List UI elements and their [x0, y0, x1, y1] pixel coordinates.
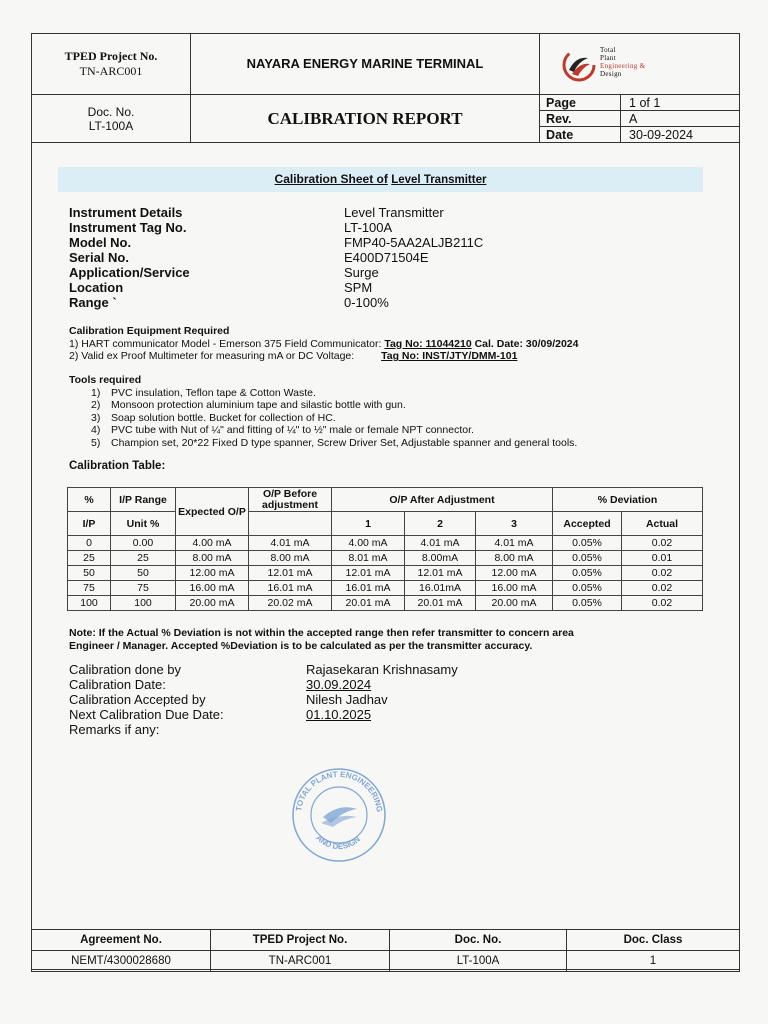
table-cell: 0.05%	[553, 596, 622, 611]
table-cell: 0.02	[622, 566, 703, 581]
signoff-row	[69, 722, 458, 737]
table-cell: 4.00 mA	[332, 536, 405, 551]
table-cell: 16.01 mA	[249, 581, 332, 596]
table-cell: 0.02	[622, 581, 703, 596]
agreement-label: Agreement No.	[32, 930, 211, 951]
rev-label: Rev.	[540, 111, 621, 127]
th-2: 2	[405, 512, 476, 536]
logo-line: Plant	[600, 54, 616, 62]
text: 5)	[91, 436, 101, 449]
signoff-label: Calibration Accepted by	[69, 692, 206, 707]
table-cell: 4.01 mA	[476, 536, 553, 551]
detail-row	[69, 235, 483, 250]
logo-line: Total	[600, 46, 616, 54]
equipment-tag: Tag No: 11044210	[384, 337, 472, 350]
footer-table	[31, 929, 740, 972]
table-row	[68, 566, 703, 581]
equipment-cal-date: Cal. Date: 30/09/2024	[471, 337, 579, 350]
detail-label: Instrument Tag No.	[69, 220, 187, 235]
calibration-table	[67, 487, 703, 611]
th-unit: Unit %	[111, 512, 176, 536]
table-cell: 75	[111, 581, 176, 596]
text: PVC insulation, Teflon tape & Cotton Waste.	[111, 386, 316, 399]
signoff-value: 30.09.2024	[306, 677, 372, 692]
table-cell: 0.05%	[553, 566, 622, 581]
table-cell: 0.00	[111, 536, 176, 551]
table-cell: 50	[111, 566, 176, 581]
note	[69, 627, 574, 652]
detail-row	[69, 265, 483, 280]
table-cell: 100	[111, 596, 176, 611]
table-cell: 16.00 mA	[476, 581, 553, 596]
rev-value: A	[621, 111, 740, 127]
equipment-text: 2) Valid ex Proof Multimeter for measuring mA or DC Voltage:	[69, 350, 355, 362]
equipment-heading: Calibration Equipment Required	[69, 325, 230, 337]
detail-value: FMP40-5AA2ALJB211C	[344, 235, 484, 250]
footer-tped-value: TN-ARC001	[211, 951, 390, 972]
table-cell: 8.00 mA	[476, 551, 553, 566]
tools-heading: Tools required	[69, 374, 142, 386]
tped-label: TPED Project No.	[64, 49, 158, 63]
date-label: Date	[540, 127, 621, 143]
sheet-banner	[58, 167, 703, 192]
detail-value: E400D71504E	[344, 250, 429, 265]
detail-row	[69, 205, 483, 220]
signoff-label: Calibration Date:	[69, 677, 166, 692]
page-value: 1 of 1	[621, 95, 740, 111]
th-deviation: % Deviation	[553, 488, 703, 512]
detail-value: SPM	[344, 280, 373, 295]
doc-class-label: Doc. Class	[567, 930, 740, 951]
table-cell: 100	[68, 596, 111, 611]
detail-label: Location	[69, 280, 124, 295]
instrument-details	[69, 205, 483, 310]
tools-list	[69, 387, 577, 450]
table-row	[68, 551, 703, 566]
signoff-value: Nilesh Jadhav	[306, 692, 388, 707]
detail-row	[69, 220, 483, 235]
th-3: 3	[476, 512, 553, 536]
detail-value: Level Transmitter	[344, 205, 444, 220]
banner-subject: Level Transmitter	[391, 174, 487, 186]
logo-line: Design	[600, 70, 622, 78]
logo-line: Engineering &	[600, 62, 646, 70]
table-cell: 75	[68, 581, 111, 596]
banner-title: Calibration Sheet of	[274, 172, 388, 186]
table-cell: 50	[68, 566, 111, 581]
table-cell: 8.00 mA	[249, 551, 332, 566]
table-cell: 12.01 mA	[332, 566, 405, 581]
signoff-section	[69, 662, 458, 737]
table-cell: 20.01 mA	[405, 596, 476, 611]
text: 2)	[91, 399, 101, 411]
table-cell: 0.01	[622, 551, 703, 566]
table-cell: 4.01 mA	[249, 536, 332, 551]
text: Monsoon protection aluminium tape and silastic bottle with gun.	[111, 399, 406, 411]
table-cell: 4.00 mA	[176, 536, 249, 551]
signoff-row	[69, 707, 458, 722]
th-1: 1	[332, 512, 405, 536]
text: 1)	[91, 386, 101, 399]
tool-item	[91, 399, 577, 412]
detail-value: Surge	[344, 265, 379, 280]
text: Soap solution bottle. Bucket for collection of HC.	[111, 411, 336, 424]
text: 3)	[91, 411, 101, 424]
footer-doc-value: LT-100A	[390, 951, 567, 972]
table-cell: 8.00 mA	[176, 551, 249, 566]
detail-label: Serial No.	[69, 250, 129, 265]
detail-row	[69, 280, 483, 295]
footer-tped-label: TPED Project No.	[211, 930, 390, 951]
signoff-value: 01.10.2025	[306, 707, 372, 722]
table-row	[68, 536, 703, 551]
footer-doc-label: Doc. No.	[390, 930, 567, 951]
equipment-line-2	[69, 350, 579, 363]
signoff-label: Next Calibration Due Date:	[69, 707, 224, 722]
th-ip-range: I/P Range	[111, 488, 176, 512]
table-cell: 20.00 mA	[176, 596, 249, 611]
tool-item	[91, 412, 577, 425]
date-value: 30-09-2024	[621, 127, 740, 143]
table-cell: 0.05%	[553, 551, 622, 566]
page-label: Page	[540, 95, 621, 111]
text: 4)	[91, 424, 101, 436]
th-ip: I/P	[68, 512, 111, 536]
tools-section	[69, 374, 577, 449]
stamp-text-top: TOTAL PLANT ENGINEERING	[294, 769, 384, 813]
table-cell: 0	[68, 536, 111, 551]
stamp-text-bottom: AND DESIGN	[314, 833, 362, 852]
detail-value: 0-100%	[344, 295, 389, 310]
signoff-label: Remarks if any:	[69, 722, 160, 737]
table-cell: 8.01 mA	[332, 551, 405, 566]
table-cell: 0.02	[622, 596, 703, 611]
tool-item	[91, 387, 577, 400]
th-expected: Expected O/P	[176, 488, 249, 536]
th-before-blank	[249, 512, 332, 536]
agreement-value: NEMT/4300028680	[32, 951, 211, 972]
doc-class-value: 1	[567, 951, 740, 972]
note-line: Engineer / Manager. Accepted %Deviation is to be calculated as per the transmitter accuracy.	[69, 639, 533, 652]
text: Champion set, 20*22 Fixed D type spanner, Screw Driver Set, Adjustable spanner and general tools.	[111, 436, 578, 449]
svg-text:AND DESIGN	[314, 833, 362, 851]
detail-label: Model No.	[69, 235, 132, 250]
table-cell: 0.05%	[553, 581, 622, 596]
table-cell: 12.00 mA	[476, 566, 553, 581]
company-stamp	[287, 765, 391, 865]
equipment-tag: Tag No: INST/JTY/DMM-101	[381, 350, 518, 362]
detail-label: Instrument Details	[69, 205, 183, 220]
signoff-row	[69, 662, 458, 677]
table-row	[68, 581, 703, 596]
table-cell: 16.01 mA	[332, 581, 405, 596]
detail-row	[69, 250, 483, 265]
th-pct: %	[68, 488, 111, 512]
table-cell: 12.01 mA	[249, 566, 332, 581]
table-cell: 25	[68, 551, 111, 566]
detail-value: LT-100A	[344, 220, 393, 235]
tped-value: TN-ARC001	[79, 64, 143, 78]
report-title: CALIBRATION REPORT	[267, 108, 463, 128]
doc-label: Doc. No.	[87, 104, 135, 119]
detail-label: Range `	[69, 295, 117, 310]
signoff-value: Rajasekaran Krishnasamy	[306, 662, 458, 677]
table-cell: 12.01 mA	[405, 566, 476, 581]
th-after: O/P After Adjustment	[332, 488, 553, 512]
th-accepted: Accepted	[553, 512, 622, 536]
tool-item	[91, 424, 577, 437]
th-before: O/P Before adjustment	[249, 488, 332, 512]
tool-item	[91, 437, 577, 450]
equipment-line-1	[69, 338, 579, 351]
signoff-label: Calibration done by	[69, 662, 182, 677]
svg-text:TOTAL PLANT ENGINEERING	[294, 770, 384, 813]
table-cell: 25	[111, 551, 176, 566]
note-line: Note: If the Actual % Deviation is not within the accepted range then refer transmitter to concern area	[69, 627, 574, 639]
table-cell: 20.01 mA	[332, 596, 405, 611]
doc-value: LT-100A	[88, 118, 134, 133]
detail-label: Application/Service	[69, 265, 190, 280]
terminal-title: NAYARA ENERGY MARINE TERMINAL	[246, 56, 484, 71]
table-row	[68, 596, 703, 611]
equipment-section	[69, 325, 579, 363]
signoff-row	[69, 692, 458, 707]
table-cell: 20.00 mA	[476, 596, 553, 611]
table-cell: 8.00mA	[405, 551, 476, 566]
table-cell: 20.02 mA	[249, 596, 332, 611]
table-cell: 16.01mA	[405, 581, 476, 596]
table-cell: 0.02	[622, 536, 703, 551]
table-cell: 16.00 mA	[176, 581, 249, 596]
th-actual: Actual	[622, 512, 703, 536]
table-cell: 0.05%	[553, 536, 622, 551]
table-cell: 4.01 mA	[405, 536, 476, 551]
table-cell: 12.00 mA	[176, 566, 249, 581]
signoff-row	[69, 677, 458, 692]
equipment-text: 1) HART communicator Model - Emerson 375 Field Communicator:	[69, 337, 382, 350]
table-caption: Calibration Table:	[69, 460, 166, 472]
detail-row	[69, 295, 483, 310]
text: PVC tube with Nut of ¼" and fitting of ¼" to ½" male or female NPT connector.	[111, 424, 474, 436]
